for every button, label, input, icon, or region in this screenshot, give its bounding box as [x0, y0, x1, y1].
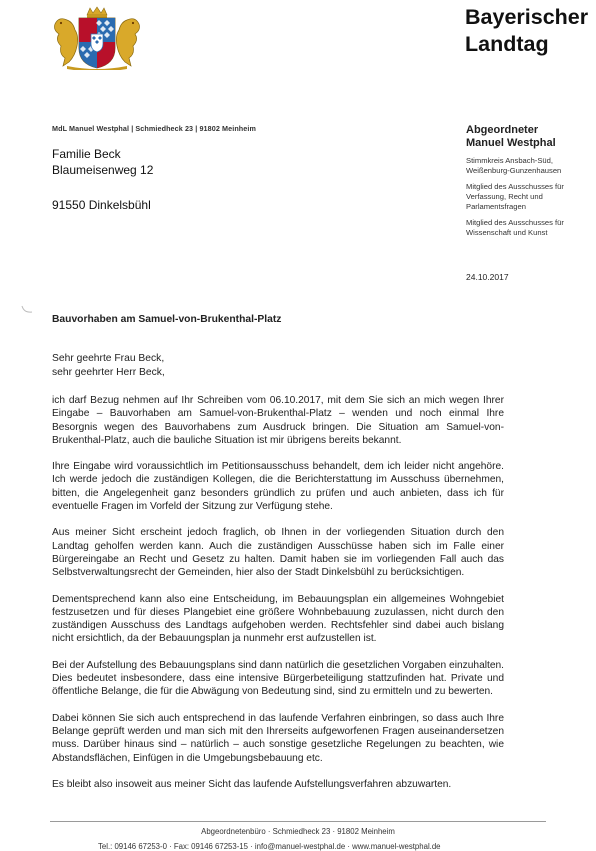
footer-office-address: Abgeordnetenbüro · Schmiedheck 23 · 91802 Meinheim	[201, 827, 395, 836]
constituency-line1: Stimmkreis Ansbach-Süd,	[466, 156, 553, 165]
letter-date: 24.10.2017	[466, 272, 509, 282]
body-paragraph-3: Aus meiner Sicht erscheint jedoch fraglich, ob Ihnen in der vorliegenden Situation durch den Landtag geholfen werden kann. Auch die zuständigen Ausschüsse haben sich im Falle einer Bürgereingabe an Recht und Gesetz zu halten. Damit haben sie im vorliegenden Fall auch das Selbstverwaltungsrecht der Gemeinden, hier also der Stadt Dinkelsbühl zu berücksichtigen.	[52, 527, 504, 579]
body-paragraph-1: ich darf Bezug nehmen auf Ihr Schreiben vom 06.10.2017, mit dem Sie sich an mich wegen Ihrer Eingabe – Bauvorhaben am Samuel-von-Brukenthal-Platz – wenden und noch einmal Ihre Besorgnis wegen des Bauvorhabens zum Ausdruck bringen. Die Situation am Samuel-von-Brukenthal-Platz, auch die bauliche Situation ist mir übrigens bereits bekannt.	[52, 395, 504, 446]
sender-constituency	[466, 156, 596, 176]
committee-membership-1	[466, 182, 596, 212]
body-paragraph-4: Dementsprechend kann also eine Entscheidung, im Bebauungsplan ein allgemeines Wohngebiet festzusetzen und für dieses Plangebiet eine größere Wohnbebauung zuzulassen, nicht durch den zuständigen Ausschuss des Landtags aufgehoben werden. Rechtsfehler sind dabei auch bislang nicht ersichtlich, da der Bebauungsplan ja nunmehr erst aufzustellen ist.	[52, 593, 504, 645]
committee1-line2: Verfassung, Recht und	[466, 192, 543, 201]
committee2-line2: Wissenschaft und Kunst	[466, 228, 548, 237]
salutation-line1: Sehr geehrte Frau Beck,	[52, 353, 165, 364]
committee1-line3: Parlamentsfragen	[466, 202, 526, 211]
bavarian-coat-of-arms-logo	[49, 6, 145, 70]
constituency-line2: Weißenburg-Gunzenhausen	[466, 166, 562, 175]
sender-role: Abgeordneter	[466, 124, 539, 136]
sender-sidebar	[466, 124, 596, 238]
salutation-line2: sehr geehrter Herr Beck,	[52, 367, 165, 378]
body-paragraph-2: Ihre Eingabe wird voraussichtlich im Petitionsausschuss behandelt, dem ich leider nicht angehöre. Ich werde jedoch die zuständigen Kollegen, die die Berichterstattung im Ausschuss übernehmen, bitten, die Angelegenheit ganz besonders gründlich zu prüfen und auch anbieten, dass ich für eventuelle Fragen im Vorfeld der Sitzung zur Verfügung stehe.	[52, 461, 504, 513]
committee-membership-2	[466, 218, 596, 238]
body-paragraph-5: Bei der Aufstellung des Bebauungsplans sind dann natürlich die gesetzlichen Vorgaben einzuhalten. Dies bedeutet insbesondere, dass eine intensive Bürgerbeteiligung stattzufinden hat. Private und öffentliche Belange, die für die Abwägung von Bedeutung sind, sind zu ermitteln und zu bewerten.	[52, 659, 504, 698]
letter-body	[52, 394, 504, 804]
institution-line1: Bayerischer	[465, 5, 589, 29]
recipient-address	[52, 146, 153, 213]
footer-contact: Tel.: 09146 67253-0 · Fax: 09146 67253-15 · info@manuel-westphal.de · www.manuel-westphal.de	[98, 842, 441, 851]
committee2-line1: Mitglied des Ausschusses für	[466, 218, 564, 227]
footer-divider	[50, 821, 546, 822]
body-paragraph-7: Es bleibt also insoweit aus meiner Sicht das laufende Aufstellungsverfahren abzuwarten.	[52, 778, 452, 790]
institution-line2: Landtag	[465, 32, 549, 56]
salutation	[52, 352, 165, 380]
recipient-line2: Blaumeisenweg 12	[52, 163, 154, 177]
recipient-line1: Familie Beck	[52, 147, 121, 161]
institution-name	[465, 4, 596, 58]
body-paragraph-6: Dabei können Sie sich auch entsprechend in das laufende Verfahren einbringen, so dass auch Ihre Belange geprüft werden und man sich mit den Ihrerseits aufgeworfenen Fragen auseinandersetzen muss. Darüber hinaus sind – natürlich – auch sonstige gesetzliche Regelungen zu beachten, wie Abstandsflächen, Einfügen in die Umgebungsbebauung etc.	[52, 712, 504, 764]
fold-mark-icon	[20, 302, 34, 316]
return-address: MdL Manuel Westphal | Schmiedheck 23 | 91802 Meinheim	[52, 124, 256, 133]
letter-subject: Bauvorhaben am Samuel-von-Brukenthal-Platz	[52, 314, 282, 325]
sender-name: Manuel Westphal	[466, 137, 556, 149]
recipient-line3: 91550 Dinkelsbühl	[52, 198, 151, 212]
committee1-line1: Mitglied des Ausschusses für	[466, 182, 564, 191]
